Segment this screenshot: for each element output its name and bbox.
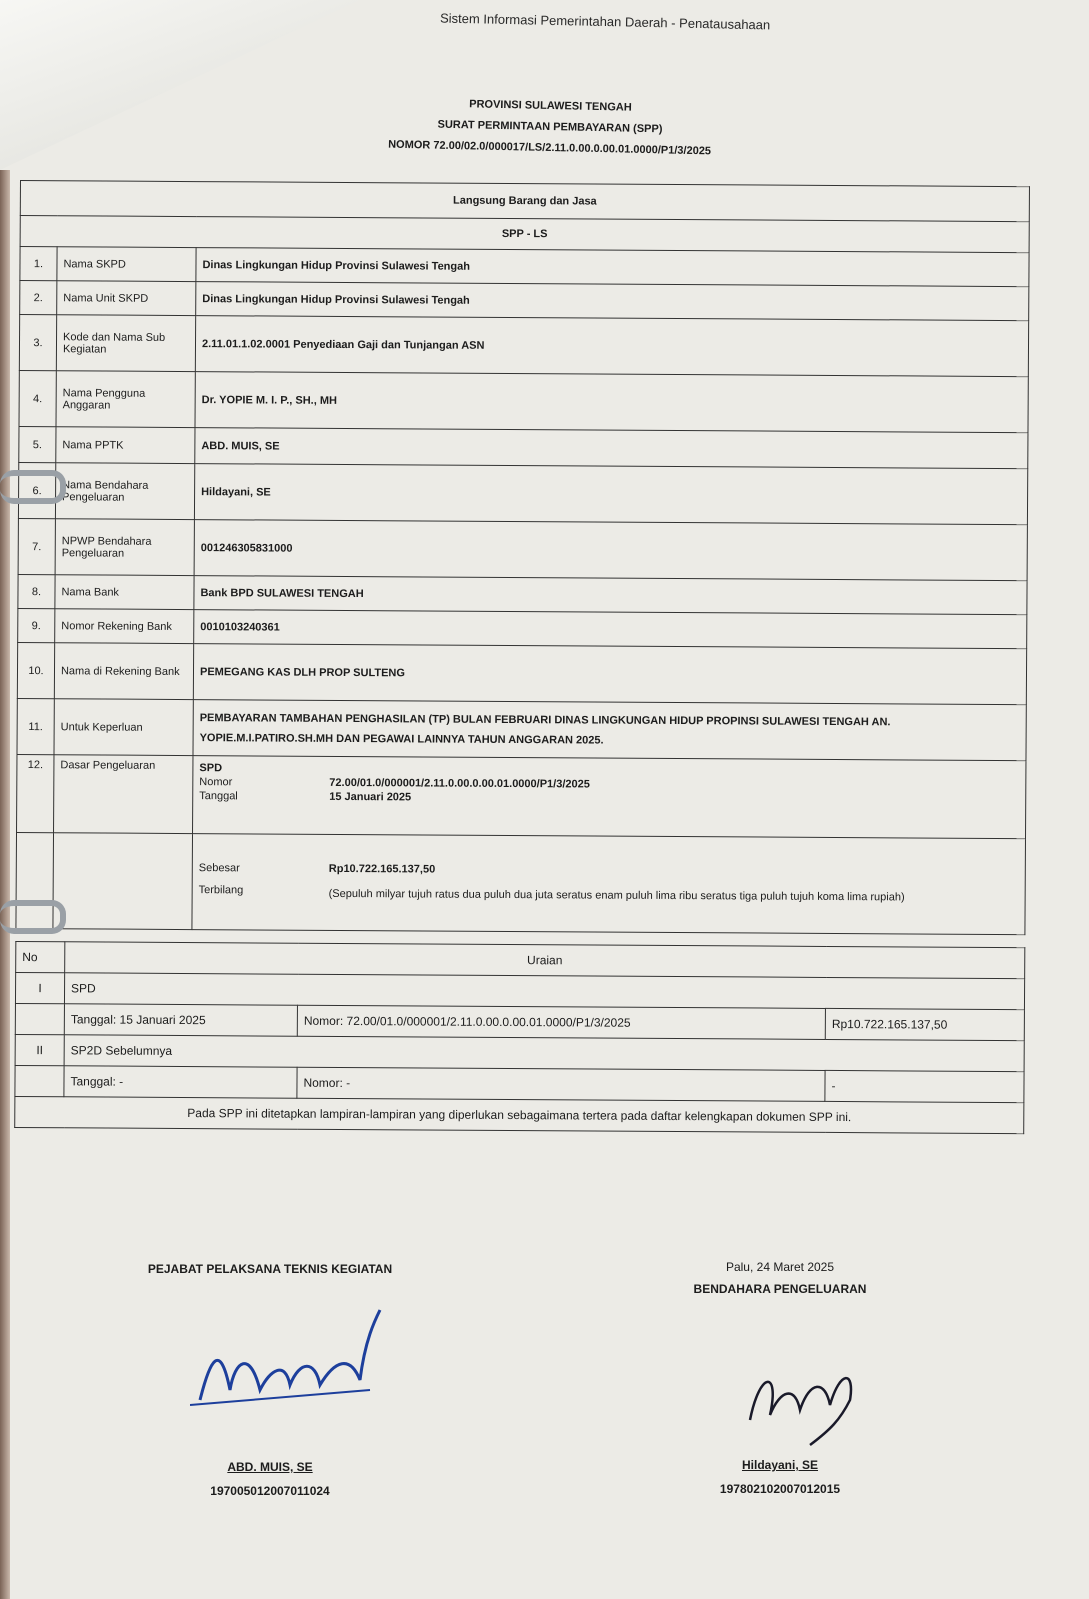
empty-cell [53, 833, 193, 930]
right-signatory-title: BENDAHARA PENGELUARAN [693, 1282, 867, 1296]
row-number: 8. [18, 574, 55, 608]
spd-tanggal: Tanggal: 15 Januari 2025 [64, 1004, 297, 1036]
right-signatory [680, 1458, 880, 1496]
spd-amount: Rp10.722.165.137,50 [825, 1008, 1024, 1040]
title-block [299, 91, 800, 164]
system-header: Sistem Informasi Pemerintahan Daerah - Penatausahaan [439, 10, 771, 33]
right-signatory-nip: 197802102007012015 [719, 1482, 841, 1496]
place-and-date: Palu, 24 Maret 2025 [725, 1260, 835, 1274]
left-signatory [170, 1460, 370, 1498]
table-row [18, 518, 1027, 580]
row-label: Untuk Keperluan [54, 699, 193, 756]
row-number: 4. [19, 370, 56, 426]
tanggal-label: Tanggal [199, 790, 238, 803]
section-title: SPD [64, 973, 1024, 1010]
table-row [17, 698, 1026, 760]
dasar-pengeluaran-spd [193, 756, 1026, 839]
row-value: PEMEGANG KAS DLH PROP SULTENG [193, 644, 1026, 705]
row-number: 1. [20, 247, 57, 281]
row-value: Dinas Lingkungan Hidup Provinsi Sulawesi Tengah [196, 248, 1029, 287]
row-label: Nama Bendahara Pengeluaran [55, 463, 194, 520]
row-value: Hildayani, SE [194, 464, 1027, 525]
binder-edge [0, 170, 10, 1599]
terbilang-value: (Sepuluh milyar tujuh ratus dua puluh dua juta seratus enam puluh lima ribu seratus tiga puluh tujuh koma lima rupiah) [328, 887, 905, 903]
row-value: ABD. MUIS, SE [195, 428, 1028, 469]
spd-label: SPD [199, 762, 223, 775]
spp-main-table [15, 180, 1030, 935]
sp2d-amount: - [825, 1070, 1024, 1102]
table-row [19, 370, 1028, 432]
row-label: Nama Pengguna Anggaran [56, 371, 195, 428]
left-signatory-nip: 197005012007011024 [210, 1484, 330, 1498]
row-value: 001246305831000 [194, 520, 1027, 581]
row-number: 6. [18, 462, 55, 518]
row-value: Dr. YOPIE M. I. P., SH., MH [195, 372, 1028, 433]
empty-cell [15, 1065, 64, 1096]
row-number: 7. [18, 518, 55, 574]
table-row [15, 1096, 1024, 1133]
table-row [17, 754, 1026, 838]
uraian-header: Uraian [65, 942, 1025, 979]
table-row [19, 315, 1028, 377]
spp-subtype: SPP - LS [20, 216, 1029, 253]
row-number: 2. [20, 281, 57, 315]
row-label: Nama Bank [55, 575, 194, 610]
row-label: Dasar Pengeluaran [54, 755, 193, 834]
row-number: 5. [19, 426, 56, 462]
left-signature-block [120, 1262, 420, 1276]
right-signature-block [660, 1260, 900, 1296]
table-row [18, 462, 1027, 524]
row-value: PEMBAYARAN TAMBAHAN PENGHASILAN (TP) BULAN FEBRUARI DINAS LINGKUNGAN HIDUP PROPINSI SULAWESI TENGAH AN. YOPIE.M.I.PATIRO.SH.MH DAN PEGAWAI LAINNYA TAHUN ANGGARAN 2025. [193, 700, 1026, 761]
row-number: 11. [17, 698, 54, 754]
row-value: 0010103240361 [194, 610, 1027, 649]
tanggal-value: 15 Januari 2025 [329, 790, 412, 804]
terbilang-label: Terbilang [198, 883, 244, 896]
sp2d-nomor: Nomor: - [297, 1067, 825, 1101]
row-value: 2.11.01.1.02.0001 Penyediaan Gaji dan Tunjangan ASN [195, 316, 1028, 377]
section-title: SP2D Sebelumnya [64, 1035, 1024, 1072]
row-label: Nomor Rekening Bank [55, 609, 194, 644]
province-title: PROVINSI SULAWESI TENGAH [469, 98, 632, 114]
row-label: Kode dan Nama Sub Kegiatan [56, 315, 195, 372]
right-handwritten-signature [740, 1360, 870, 1450]
document-title: SURAT PERMINTAAN PEMBAYARAN (SPP) [437, 118, 663, 136]
dasar-pengeluaran-amount [192, 834, 1026, 935]
spp-form [14, 180, 1030, 1134]
row-label: Nama di Rekening Bank [54, 643, 193, 700]
section-number: II [15, 1034, 64, 1065]
row-value: Dinas Lingkungan Hidup Provinsi Sulawesi Tengah [196, 282, 1029, 321]
table-row [16, 832, 1026, 934]
right-signatory-name: Hildayani, SE [741, 1458, 819, 1472]
row-label: Nama Unit SKPD [57, 281, 196, 316]
left-handwritten-signature [190, 1300, 390, 1420]
nomor-value: 72.00/01.0/000001/2.11.0.00.0.00.01.0000/P1/3/2025 [329, 776, 590, 791]
row-label: Nama PPTK [56, 427, 195, 464]
sebesar-value: Rp10.722.165.137,50 [328, 862, 436, 876]
uraian-table [14, 941, 1025, 1134]
spd-nomor: Nomor: 72.00/01.0/000001/2.11.0.00.0.00.01.0000/P1/3/2025 [297, 1005, 825, 1039]
empty-cell [15, 1003, 64, 1034]
nomor-label: Nomor [199, 776, 233, 789]
row-label: NPWP Bendahara Pengeluaran [55, 519, 194, 576]
no-header: No [16, 941, 65, 972]
row-number: 9. [18, 608, 55, 642]
row-number: 3. [19, 315, 56, 371]
row-number: 12. [17, 754, 54, 832]
binder-ring [0, 470, 66, 504]
left-signatory-name: ABD. MUIS, SE [227, 1460, 313, 1474]
left-signatory-title: PEJABAT PELAKSANA TEKNIS KEGIATAN [147, 1262, 393, 1276]
attachment-note: Pada SPP ini ditetapkan lampiran-lampiran yang diperlukan sebagaimana tertera pada daftar kelengkapan dokumen SPP ini. [15, 1096, 1024, 1133]
row-value: Bank BPD SULAWESI TENGAH [194, 576, 1027, 615]
row-label: Nama SKPD [57, 247, 196, 282]
document-number: NOMOR 72.00/02.0/000017/LS/2.11.0.00.0.00.01.0000/P1/3/2025 [388, 138, 712, 158]
row-number: 10. [17, 642, 54, 698]
section-number: I [15, 972, 64, 1003]
sp2d-tanggal: Tanggal: - [64, 1066, 297, 1098]
table-row [17, 642, 1026, 704]
binder-ring [0, 900, 66, 934]
table-row [19, 426, 1028, 468]
sebesar-label: Sebesar [198, 861, 240, 874]
payment-type-title: Langsung Barang dan Jasa [20, 181, 1029, 222]
